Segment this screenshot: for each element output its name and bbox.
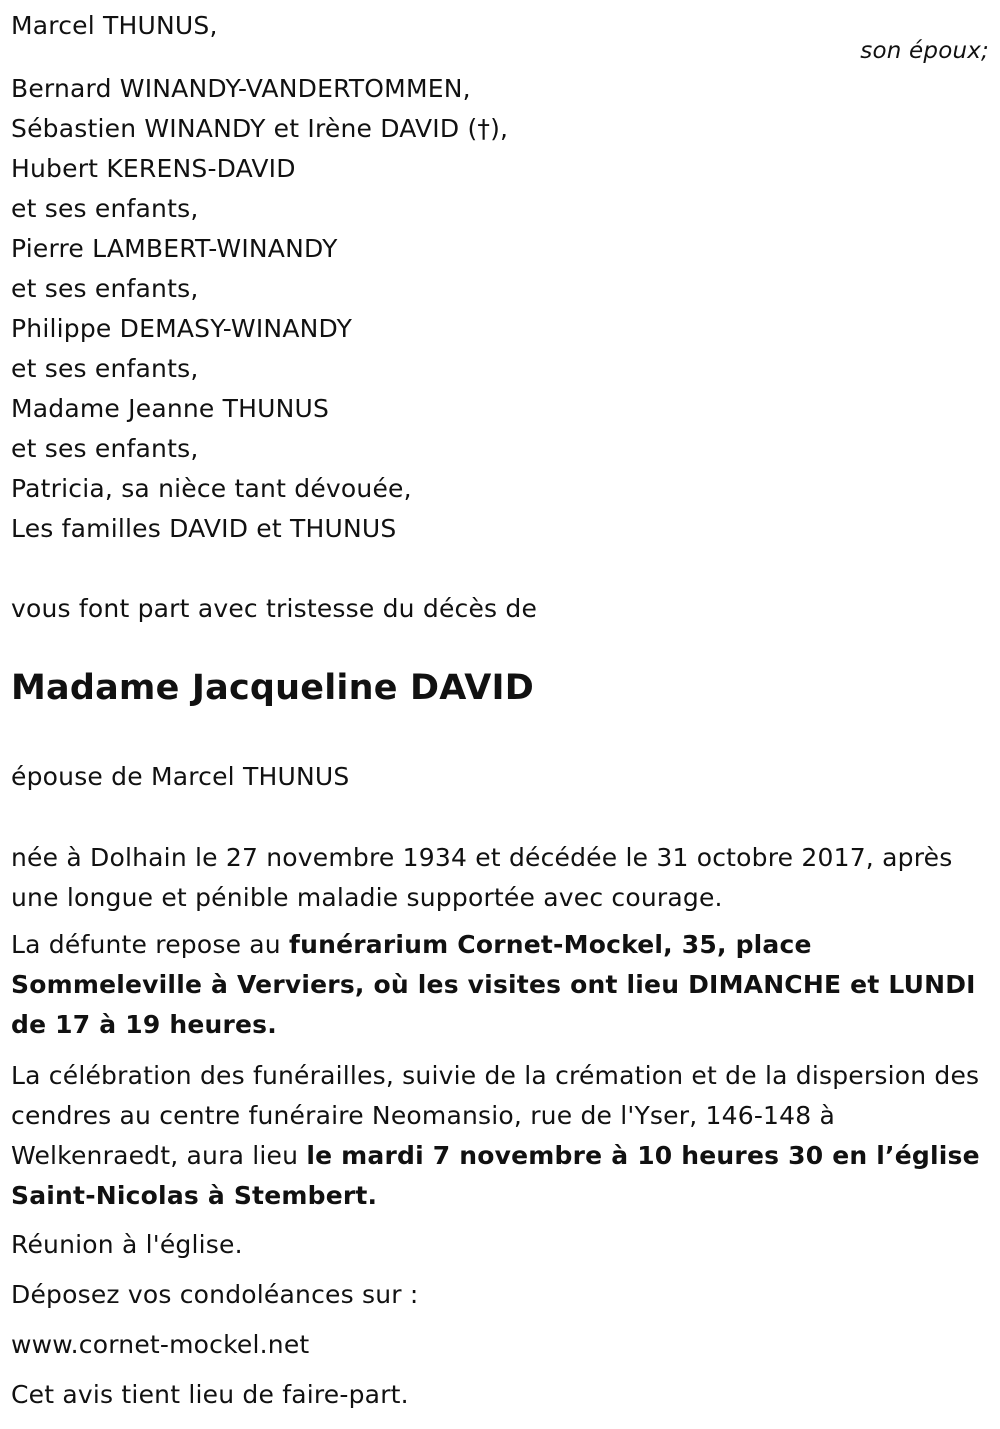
family-member: Sébastien WINANDY et Irène DAVID (†), (11, 114, 509, 143)
family-member: et ses enfants, (11, 434, 199, 463)
family-member: Patricia, sa nièce tant dévouée, (11, 474, 412, 503)
announcement-text: vous font part avec tristesse du décès de (11, 594, 538, 623)
family-member: Pierre LAMBERT-WINANDY (11, 234, 338, 263)
birth-death-paragraph: née à Dolhain le 27 novembre 1934 et décédée le 31 octobre 2017, après une longue et pénible maladie supportée avec courage. (11, 843, 953, 912)
ceremony-paragraph (11, 1056, 986, 1216)
spouse-of-text: épouse de Marcel THUNUS (11, 762, 350, 791)
meeting-text: Réunion à l'église. (11, 1230, 243, 1259)
spouse-role: son époux; (860, 38, 989, 64)
family-member: et ses enfants, (11, 194, 199, 223)
visit-paragraph (11, 925, 986, 1045)
website-link[interactable]: www.cornet-mockel.net (11, 1330, 310, 1359)
deceased-name: Madame Jacqueline DAVID (11, 668, 534, 708)
visit-prefix: La défunte repose au (11, 930, 290, 959)
spouse-name: Marcel THUNUS, (11, 11, 218, 40)
visit-details: funérarium Cornet-Mockel, 35, place Sommeleville à Verviers, où les visites ont lieu DIMANCHE et LUNDI de 17 à 19 heures. (11, 930, 976, 1039)
family-member: Madame Jeanne THUNUS (11, 394, 330, 423)
ceremony-details: le mardi 7 novembre à 10 heures 30 en l’église Saint-Nicolas à Stembert. (11, 1141, 980, 1210)
family-member: et ses enfants, (11, 274, 199, 303)
family-member: Philippe DEMASY-WINANDY (11, 314, 353, 343)
family-member: Hubert KERENS-DAVID (11, 154, 296, 183)
family-member: Les familles DAVID et THUNUS (11, 514, 397, 543)
closing-text: Cet avis tient lieu de faire-part. (11, 1380, 409, 1409)
family-member: Bernard WINANDY-VANDERTOMMEN, (11, 74, 471, 103)
ceremony-prefix: La célébration des funérailles, suivie de la crémation et de la dispersion des cendres au centre funéraire Neomansio, rue de l'Yser, 146-148 à Welkenraedt, aura lieu (11, 1061, 980, 1170)
condolences-text: Déposez vos condoléances sur : (11, 1280, 419, 1309)
family-member: et ses enfants, (11, 354, 199, 383)
